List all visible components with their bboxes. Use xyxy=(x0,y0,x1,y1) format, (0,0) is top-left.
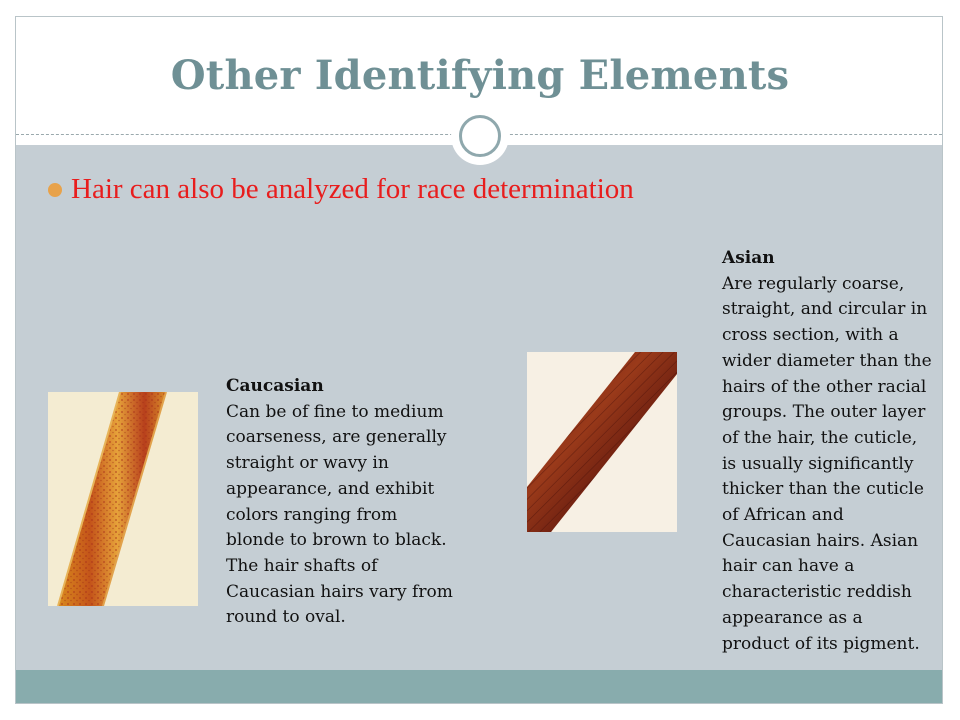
caucasian-description xyxy=(226,374,456,631)
footer-band xyxy=(16,670,942,703)
bullet-text: Hair can also be analyzed for race determination xyxy=(71,173,634,205)
bullet-dot-icon xyxy=(48,183,62,197)
asian-description xyxy=(722,246,932,657)
circle-ornament-icon xyxy=(451,107,509,165)
caucasian-hair-image xyxy=(48,392,198,606)
caucasian-body: Can be of fine to medium coarseness, are generally straight or wavy in appearance, and exhibit colors ranging from blonde to brown to black. The hair shafts of Caucasian hairs vary from round to oval. xyxy=(226,401,453,628)
slide-title: Other Identifying Elements xyxy=(170,52,790,99)
caucasian-heading: Caucasian xyxy=(226,376,324,396)
asian-body: Are regularly coarse, straight, and circular in cross section, with a wider diameter than the hairs of the other racial groups. The outer layer of the hair, the cuticle, is usually significantly thicker than the cuticle of African and Caucasian hairs. Asian hair can have a characteristic reddish appearance as a product of its pigment. xyxy=(722,273,932,654)
hair-shaft-image xyxy=(48,392,198,606)
asian-heading: Asian xyxy=(722,248,775,268)
hair-shaft-image xyxy=(527,352,677,532)
asian-hair-image xyxy=(527,352,677,532)
